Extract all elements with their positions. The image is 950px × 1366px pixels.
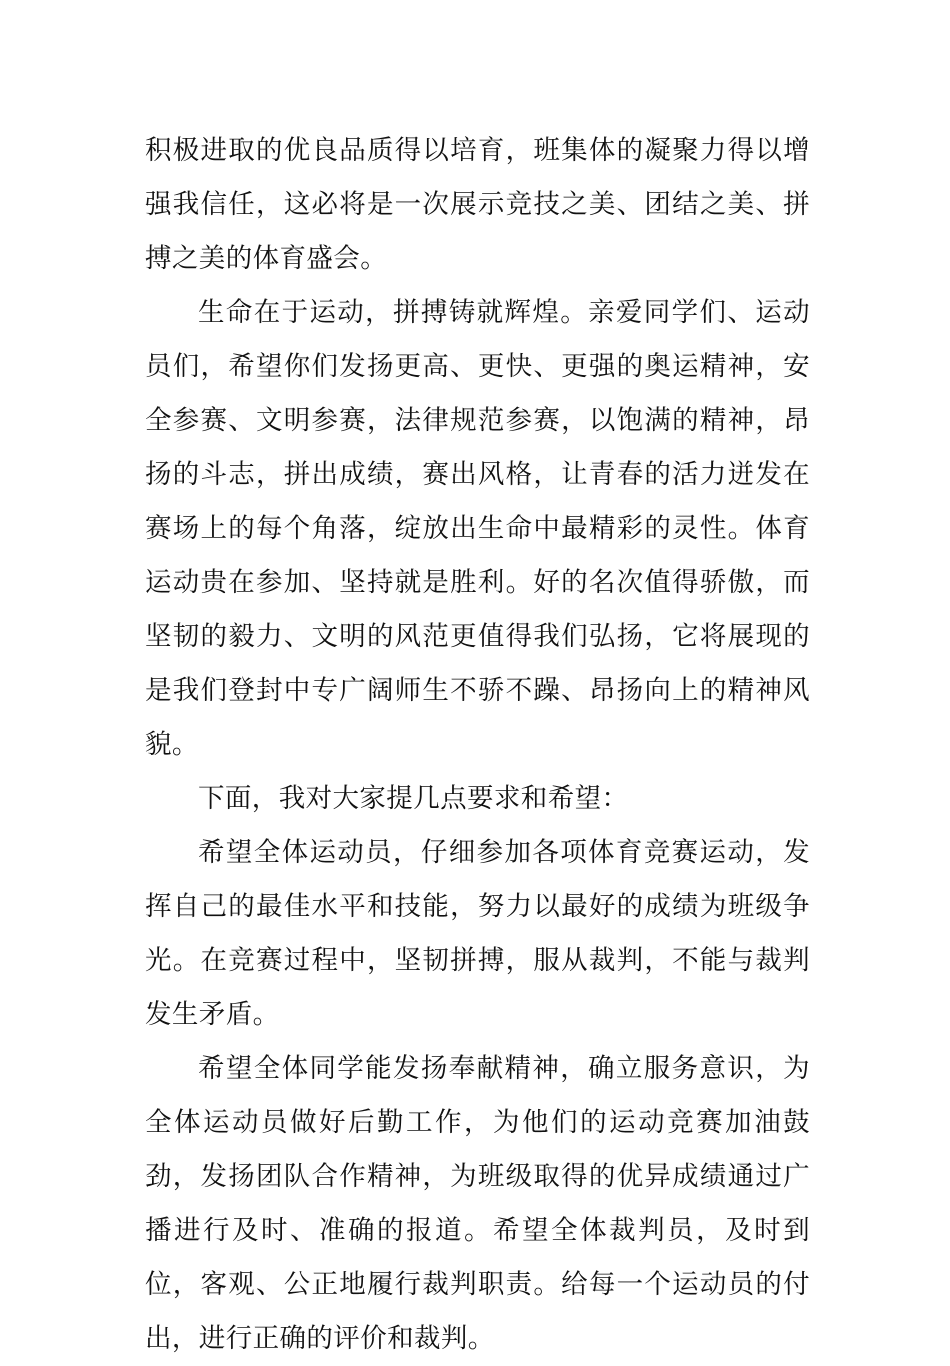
paragraph-1: 积极进取的优良品质得以培育，班集体的凝聚力得以增强我信任，这必将是一次展示竞技之美、团结之美、拼搏之美的体育盛会。 (145, 135, 810, 274)
paragraph-2: 生命在于运动，拼搏铸就辉煌。亲爱同学们、运动员们，希望你们发扬更高、更快、更强的奥运精神，安全参赛、文明参赛，法律规范参赛，以饱满的精神，昂扬的斗志，拼出成绩，赛出风格，让青春的活力迸发在赛场上的每个角落，绽放出生命中最精彩的灵性。体育运动贵在参加、坚持就是胜利。好的名次值得骄傲，而坚韧的毅力、文明的风范更值得我们弘扬，它将展现的是我们登封中专广阔师生不骄不躁、昂扬向上的精神风貌。 (145, 297, 810, 760)
document-body (145, 124, 810, 1366)
paragraph-3: 下面，我对大家提几点要求和希望： (198, 783, 629, 814)
paragraph-5: 希望全体同学能发扬奉献精神，确立服务意识，为全体运动员做好后勤工作，为他们的运动竞赛加油鼓劲，发扬团队合作精神，为班级取得的优异成绩通过广播进行及时、准确的报道。希望全体裁判员，及时到位，客观、公正地履行裁判职责。给每一个运动员的付出，进行正确的评价和裁判。 (145, 1053, 810, 1354)
paragraph-4: 希望全体运动员，仔细参加各项体育竞赛运动，发挥自己的最佳水平和技能，努力以最好的成绩为班级争光。在竞赛过程中，坚韧拼搏，服从裁判，不能与裁判发生矛盾。 (145, 837, 810, 1030)
